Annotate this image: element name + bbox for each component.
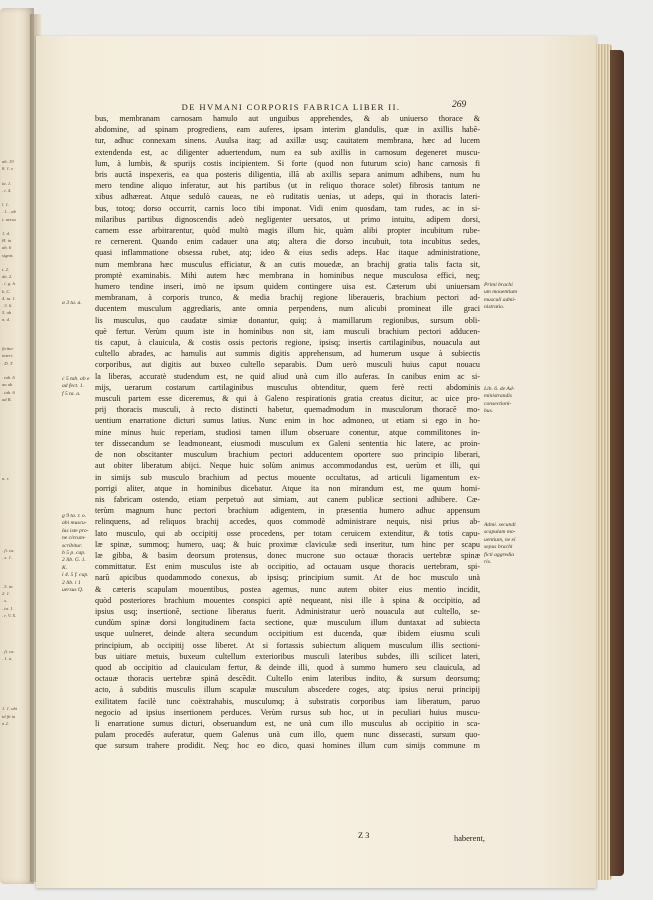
text-line: bus, membranam carnosam hamulo aut unguibus apprehendes, & ab uniuerso thorace & xyxy=(95,114,480,123)
catchword: haberent, xyxy=(454,834,485,843)
text-line: quòd posteriores brachium mouentes conspici aptè nequeant, nisi ille à spina & occipitio, ad xyxy=(95,595,480,605)
margin-note-right: Lib. 6. de Ad- ministrandis consectioni- bus. xyxy=(484,386,515,415)
text-line: extendenda est, ac diligenter aduertendum, num ea sub axillis in carnosum degeneret muscu- xyxy=(95,147,480,157)
margin-note-left: a 3 ta. a. xyxy=(62,300,82,306)
page-number: 269 xyxy=(452,100,467,110)
text-line: musculi partem esse diceremus, & qui à Galeno respirationis gratia creatus dicitur, ac uice pro- xyxy=(95,394,480,404)
text-line: aut obiter liberatum abijci. Neque huic solùm animus accommodandus est, uerùm et illi, qui xyxy=(95,461,480,471)
text-line: & cæteris scapulam mouentibus, postea agemus, nunc autem obiter eius mentio incidit, xyxy=(95,584,480,594)
text-line: corporibus, aut digitis aut buxeo cultello separabis. Dum uerò musculi huius caput nouacu xyxy=(95,360,480,370)
text-line: mero tendine aliquo inferatur, aut his partibus (ut in reliquo thorace solet) fibrosis tantum ne xyxy=(95,181,480,191)
text-line: lum, à lumbis, & spurijs costis incipientem. Si forte (quod non futurum scio) hanc carnosis fi xyxy=(95,158,480,168)
text-line: tis caput, à clauicula, & costis ossis pectoris regione, ipsisq; insertis cartilaginibus, nouacula aut xyxy=(95,338,480,348)
text-line: committatur. Est enim musculus iste ab occipitio, ad octauam usque thoracis uertebram, spi- xyxy=(95,562,480,572)
text-line: ter dissecandum se leadmoneant, eiusmodi musculum ex Galeni sententia hic latere, ac proin- xyxy=(95,438,480,448)
text-line: exilitatem facilè tunc coëxtrahabis, musculumq; à substratis corporibus iam liberatum, paruo xyxy=(95,696,480,706)
text-line: tur, adhuc connexam sinens. Auulsa itaq; ad axillæ usq; cauitatem membrana, hæc ad lucem xyxy=(95,136,480,146)
text-line: ipsius usq; insertionẽ, sectione liberatus fuerit. Administratur uerò nouacula aut cultello, se- xyxy=(95,606,480,616)
text-line: principium, ab occipitij osse liberet. At si fortassis subiectum aliquem musculum illis sectioni- xyxy=(95,640,480,650)
text-line: carnem esse arbitrarentur, quòd multò magis illum hic, quàm alibi propter incubitum rube- xyxy=(95,226,480,236)
text-line: xibus adhæreat. Atque sedulò caueas, ne eò ruditatis uenias, ut adeps, qui in thoracis lateri- xyxy=(95,192,480,202)
text-line: acto, à subditis musculis illum scapulæ musculum abscedere coges, atq; ipsius nerui principij xyxy=(95,685,480,695)
text-line: relinquens, ad reliquos brachij accedes, quos commodè administrare nequis, nisi prius ab- xyxy=(95,517,480,527)
main-text-block xyxy=(95,113,480,752)
text-line: mijs, uerarum costarum cartilaginibus musculus obtenditur, quem ferè recti abdominis xyxy=(95,382,480,392)
text-line: cundùm spinæ dorsi longitudinem facta sectione, quæ musculum illum duntaxat ad subiecta xyxy=(95,618,480,628)
text-line: bus, totoq; dorso occurrit, carnis loco tibi imponat. Vidi enim quosdam, tam rudes, ac in si- xyxy=(95,203,480,213)
text-line: nis fabricam ostendo, etiam perpetuò aut simiam, aut canem publicæ sectioni adhibere. Cæ- xyxy=(95,494,480,504)
text-line: usque uulneret, deinde altera secundum occipitium est ducenda, quæ ibidem eiusmu sculi xyxy=(95,629,480,639)
text-line: membranam, à corporis trunco, & media brachij regione liberaueris, brachium pectori ad- xyxy=(95,293,480,303)
text-line: pulam procedẽs auferatur, quem Galenus unà cum illo, quem nunc dissecasti, sursum quo- xyxy=(95,730,480,740)
text-line: porrigi aliter, atque in hominibus dicebatur. Atque ita non mirandum est, me quum homi- xyxy=(95,483,480,493)
text-line: narũ apicibus quodammodo conexus, ab ipsisq; principium sumit. At de hoc musculo unà xyxy=(95,573,480,583)
text-line: octauæ thoracis uertebræ spinã descẽdit. Cultello enim lateribus indito, & sursum deorsumq; xyxy=(95,674,480,684)
text-line: lis musculus, quo caudatæ simiæ donantur, quiq; à mamillarum regionibus, sursum obli- xyxy=(95,315,480,325)
margin-note-left: g 9 ta. r. o. abi muscu- lus iste pro- ne circum- scribitur. h 5 p. cap. 2 lib. G. 1. K. i 4. 5 f. cap. 2 lib. i 1 uersus Q. xyxy=(62,513,89,594)
text-line: promptè examinabis. Mihi autem hæc membrana in hominibus neque musculosa effici, neq; xyxy=(95,270,480,280)
text-line: terùm magnum hunc pectori brachium adigentem, in præsentia humero adhuc appensum xyxy=(95,506,480,516)
text-line: negocio ad ipsius insertionem perduces. Verùm rursus sub hoc, ut in peculiari huius muscu- xyxy=(95,707,480,717)
signature-mark: Z 3 xyxy=(358,831,370,840)
text-line: li enarratione sumus dicturi, obseruandum est, ne unà cum illo musculus ab occipitio in sca- xyxy=(95,718,480,728)
text-line: milaribus partibus dignoscendis adeò negligenter uersatos, ut primo intuitu, adipem dorsi, xyxy=(95,214,480,224)
text-line: què fertur. Verùm quum iste in hominibus non sit, iam musculi brachium pectori adducen- xyxy=(95,326,480,336)
text-line: humero tendine inseri, imò ne ipsum quidem contingere uisa est. Cæterum ubi uniuersam xyxy=(95,282,480,292)
text-line: re cernerent. Quando enim cadauer una atq; altera die dorso incubuit, tota incubitus sedes, xyxy=(95,237,480,247)
text-line: læ gibba, & basim deorsum protensus, donec mucrone suo octauæ thoracis uertebræ spinæ xyxy=(95,550,480,560)
text-line: abdomine, ad spinam progrediens, eam auferes, ipsam interim glandulis, quæ in axillis habẽ- xyxy=(95,125,480,135)
margin-note-right: Primi brachi um mouentium musculi admi- nistratio. xyxy=(484,282,518,311)
text-line: quasi inflammatione obsessa rubet, atq; ideo & eius sedis adeps. Hac itaque administratione, xyxy=(95,248,480,258)
text-line: bris auctã inspexeris, ea qua posteris diligentia, illã ab axillis separa animum adhibens, num hu xyxy=(95,170,480,180)
text-line: uentium enarratione dicturi sumus latius. Nunc enim in hoc admoneo, ut etiam si ego in ho- xyxy=(95,416,480,426)
left-page-margin-fragments: ab. 19 8. 1. e ta. 1. . i. 4. l. 1. . 1. . ab t. uersu 1. d. H. in ab. 6 signis t. 2. da. 2. . i. g. h. k. C. 4. ta. 1. . 3. 6. 5. ab n. d. ficitur interi. . D. T. . tab. 6 an ab . tab. 6 ad K. a. r. . fi. ea. . x. 1. . 5. ta. 2. 1. . s. . ta. 1. . r. V. X. . fi. ca. . 1. a. 1. 1. ubi id fit in n 2. xyxy=(2,159,18,726)
text-line: ducentem musculum aggrediaris, ante omnia perpendens, num alicubi promineat ille graci xyxy=(95,304,480,314)
text-line: prij thoracis musculi, à recto distincti habetur, quemadmodum in musculorum thoracẽ mo- xyxy=(95,405,480,415)
text-line: mine minus huic reperiam, studiosi tamen illum obseruare conentur, atque commilitones in- xyxy=(95,427,480,437)
text-line: bus uitiare metuis, buxeum cultellum exterioribus musculi lateribus subdes, illi scilicet lateri, xyxy=(95,651,480,661)
running-head: DE HVMANI CORPORIS FABRICA LIBER II. xyxy=(181,102,401,112)
text-line: in simijs sub musculo brachium ad pectus mouente occultatus, ad articuli ligamentum ex- xyxy=(95,472,480,482)
text-line: quod ab occipitio ad clauiculam fertur, & deinde illi, quod à summo humero seu clauicula, ad xyxy=(95,662,480,672)
left-page-edge xyxy=(0,8,34,884)
text-line: de non obscitanter musculum brachium pectori adducentem oportere suo principio liberari, xyxy=(95,450,480,460)
text-line: læ spinæ, summoq; humero, uaq; & huic proximæ claviculæ sedi inseritur, tum hinc per scapu xyxy=(95,539,480,549)
text-line: lato musculo, qui ab occipitij osse procedens, per totam ceruicem extenditur, & totis capu- xyxy=(95,528,480,538)
book-cover-edge xyxy=(610,50,624,876)
text-line: cultello abrades, ac hamulis aut summis digitis apprehensum, ad humerum usque à subiectis xyxy=(95,349,480,359)
text-line: que sursum trahere prodidit. Neq; hoc eo dico, quasi homines illum cum simijs commune m xyxy=(95,741,480,751)
text-line: num membrana hæc musculus efficiatur, & an cutis mouedæ, an brachij gratia talis facta sit, xyxy=(95,259,480,269)
margin-note-left: c 5 tab. ab e ad fect. 1. f 5 ta. a. xyxy=(62,376,90,397)
text-line: la liberas, accuratè studendum est, ne quid aliud unà cum illo auferas. In canibus enim ac si- xyxy=(95,371,480,381)
margin-note-right: Admi. secundi scapulam mo- uentium, ne ei sepus brachi ficti aggredia ris. xyxy=(484,522,516,566)
